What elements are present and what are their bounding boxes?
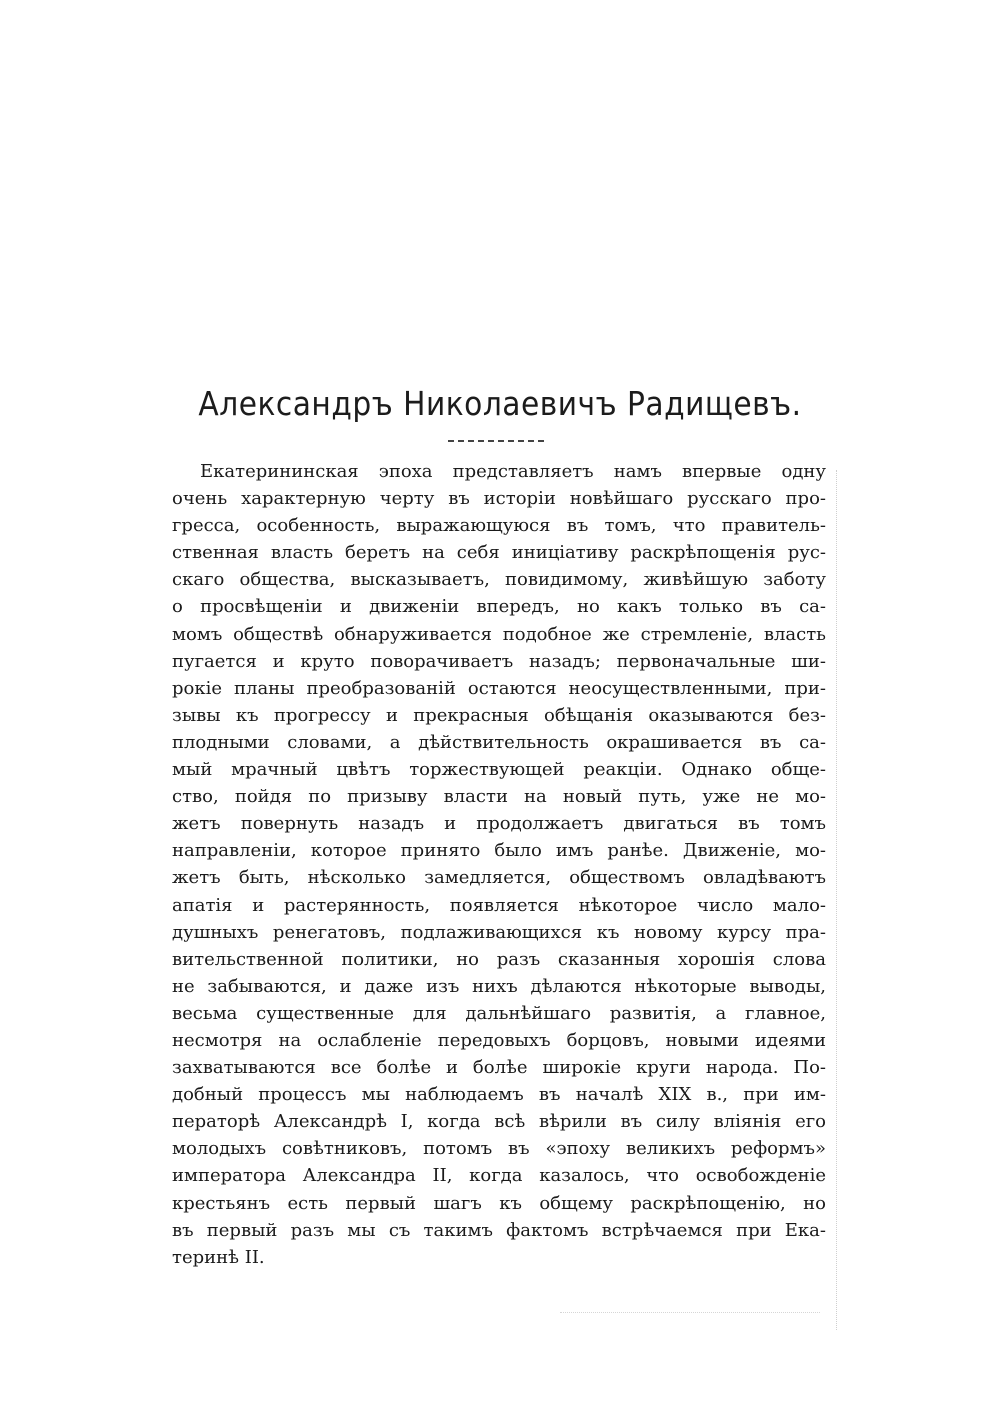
text-line: апатія и растерянность, появляется нѣкоторое число мало- [172, 894, 826, 916]
scan-bottom-artifact [560, 1312, 820, 1313]
text-line: плодными словами, а дѣйствительность окрашивается въ са- [172, 731, 826, 753]
text-line: направленіи, которое принято было имъ ранѣе. Движеніе, мо- [172, 840, 826, 862]
text-line: теринѣ II. [172, 1246, 265, 1268]
text-line: весьма существенные для дальнѣйшаго развитія, а главное, [172, 1002, 826, 1024]
page-title: Александръ Николаевичъ Радищевъ. [198, 384, 802, 423]
text-line: жетъ повернуть назадъ и продолжаетъ двигаться въ томъ [172, 813, 826, 835]
text-line: Екатерининская эпоха представляетъ намъ впервые одну [200, 461, 826, 482]
text-line: пугается и круто поворачиваетъ назадъ; первоначальные ши- [172, 650, 826, 672]
text-line: добный процессъ мы наблюдаемъ въ началѣ XIX в., при им- [172, 1084, 826, 1106]
text-line: рокіе планы преобразованій остаются неосуществленными, при- [172, 677, 826, 699]
text-line: крестьянъ есть первый шагъ къ общему раскрѣпощенію, но [172, 1192, 826, 1214]
text-line: не забываются, и даже изъ нихъ дѣлаются нѣкоторые выводы, [172, 975, 826, 997]
text-line: ственная власть беретъ на себя иниціативу раскрѣпощенія рус- [172, 542, 826, 564]
text-line: момъ обществѣ обнаруживается подобное же стремленіе, власть [172, 623, 826, 645]
text-line: несмотря на ослабленіе передовыхъ борцовъ, новыми идеями [172, 1029, 826, 1051]
text-line: мый мрачный цвѣтъ торжествующей реакціи. Однако обще- [172, 759, 826, 781]
text-line: о просвѣщеніи и движеніи впередъ, но какъ только въ са- [172, 596, 826, 618]
text-line: захватываются все болѣе и болѣе широкіе круги народа. По- [172, 1057, 826, 1079]
text-line: молодыхъ совѣтниковъ, потомъ въ «эпоху великихъ реформъ» [172, 1138, 826, 1160]
text-line: жетъ быть, нѣсколько замедляется, обществомъ овладѣваютъ [172, 867, 826, 889]
text-line: скаго общества, высказываетъ, повидимому, живѣйшую заботу [172, 569, 826, 591]
text-line: зывы къ прогрессу и прекрасныя обѣщанія оказываются без- [172, 704, 826, 726]
text-line: императора Александра II, когда казалось, что освобожденіе [172, 1165, 826, 1187]
text-line: ператорѣ Александрѣ I, когда всѣ вѣрили въ силу вліянія его [172, 1111, 826, 1133]
title-divider [448, 440, 544, 442]
text-line: душныхъ ренегатовъ, подлаживающихся къ новому курсу пра- [172, 921, 826, 943]
body-paragraph [172, 458, 826, 1271]
text-line: ство, пойдя по призыву власти на новый путь, уже не мо- [172, 786, 826, 808]
text-line: гресса, особенность, выражающуюся въ томъ, что правитель- [172, 515, 826, 537]
text-line: очень характерную черту въ исторіи новѣйшаго русскаго про- [172, 488, 826, 510]
scan-margin-artifact [836, 470, 845, 1330]
text-line: вительственной политики, но разъ сказанныя хорошія слова [172, 948, 826, 970]
text-line: въ первый разъ мы съ такимъ фактомъ встрѣчаемся при Ека- [172, 1219, 826, 1241]
